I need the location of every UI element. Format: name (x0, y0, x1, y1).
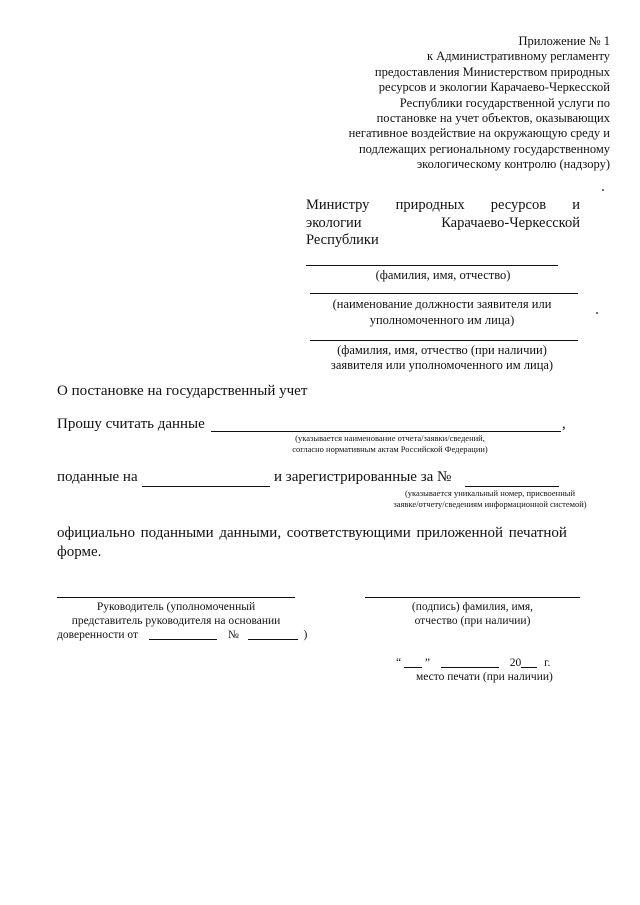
manager-caption-1: Руководитель (уполномоченный (96, 601, 256, 613)
form-heading: О постановке на государственный учет (57, 383, 308, 399)
applicant-caption-2: заявителя или уполномоченного им лица) (330, 358, 554, 372)
official-word: печатной (508, 525, 567, 541)
position-caption-2: уполномоченного им лица) (369, 313, 515, 327)
appendix-line: экологическому контролю (надзору) (416, 157, 610, 172)
proxy-row (57, 628, 307, 642)
addressee-block (306, 197, 580, 250)
report-name-hint-1: (указывается наименование отчета/заявки/сведений, (295, 433, 485, 443)
fio-caption: (фамилия, имя, отчество) (375, 268, 511, 282)
request-comma: , (562, 416, 566, 432)
month-field[interactable] (441, 667, 499, 668)
addressee-word: экологии (306, 214, 362, 231)
year-field[interactable] (521, 667, 537, 668)
position-field-line[interactable] (310, 293, 578, 294)
addressee-line-1 (306, 197, 580, 215)
appendix-line: негативное воздействие на окружающую среду и (348, 126, 610, 141)
date-quote-open: “ (396, 657, 402, 669)
signature-caption-1: (подпись) фамилия, имя, (411, 601, 534, 613)
applicant-field-line[interactable] (310, 340, 578, 341)
official-line-1 (57, 524, 567, 543)
registered-label: и зарегистрированные за № (274, 469, 452, 485)
appendix-line: к Административному регламенту (426, 49, 610, 64)
appendix-line: подлежащих региональному государственному (358, 141, 610, 156)
proxy-date-field[interactable] (149, 639, 217, 640)
proxy-number-field[interactable] (248, 639, 298, 640)
addressee-line-2 (306, 215, 580, 233)
date-row (396, 656, 550, 670)
addressee-word: Министру (306, 197, 370, 213)
position-caption-1: (наименование должности заявителя или (332, 297, 552, 311)
stamp-label: место печати (при наличии) (416, 671, 553, 683)
addressee-word: Карачаево-Черкесской (441, 214, 580, 231)
submitted-label: поданные на (57, 469, 138, 485)
year-prefix: 20 (509, 657, 522, 669)
official-word: поданными (140, 525, 214, 541)
proxy-number-sign: № (227, 629, 239, 641)
submission-date-field[interactable] (142, 486, 270, 487)
addressee-word: природных (395, 197, 465, 213)
proxy-prefix: доверенности от (57, 629, 139, 641)
official-line-2: форме. (57, 544, 102, 560)
applicant-caption-1: (фамилия, имя, отчество (при наличии) (337, 343, 547, 357)
appendix-line: Республики государственной услуги по (399, 95, 610, 110)
official-word: приложенной (416, 525, 504, 541)
signature-line[interactable] (365, 597, 580, 598)
request-label: Прошу считать данные (57, 416, 205, 432)
manager-caption-2: представитель руководителя на основании (71, 615, 281, 627)
scan-speck (596, 312, 598, 314)
addressee-word: и (572, 197, 580, 213)
day-field[interactable] (404, 667, 422, 668)
fio-field-line[interactable] (306, 265, 558, 266)
official-word: соответствующими (286, 525, 411, 541)
appendix-line: ресурсов и экологии Карачаево-Черкесской (378, 80, 610, 95)
registration-number-field[interactable] (465, 486, 559, 487)
report-name-hint-2: согласно нормативным актам Российской Федерации) (292, 444, 488, 454)
year-suffix: г. (544, 657, 551, 669)
registration-hint-2: заявке/отчету/сведениям информационной системой) (393, 499, 587, 509)
appendix-header (280, 34, 610, 173)
official-word: данными, (219, 525, 282, 541)
addressee-word: ресурсов (490, 197, 547, 213)
appendix-line: Приложение № 1 (518, 34, 610, 48)
scan-speck (602, 189, 604, 191)
appendix-line: постановке на учет объектов, оказывающих (376, 111, 610, 126)
report-name-field[interactable] (211, 431, 561, 432)
date-quote-close: ” (424, 657, 430, 669)
signature-caption-2: отчество (при наличии) (414, 615, 531, 627)
proxy-closing-paren: ) (303, 629, 308, 641)
official-statement (57, 524, 567, 562)
addressee-line-3: Республики (306, 232, 379, 248)
manager-signature-line[interactable] (57, 597, 295, 598)
official-word: официально (57, 525, 135, 541)
appendix-line: предоставления Министерством природных (374, 64, 610, 79)
registration-hint-1: (указывается уникальный номер, присвоенный (404, 488, 576, 498)
